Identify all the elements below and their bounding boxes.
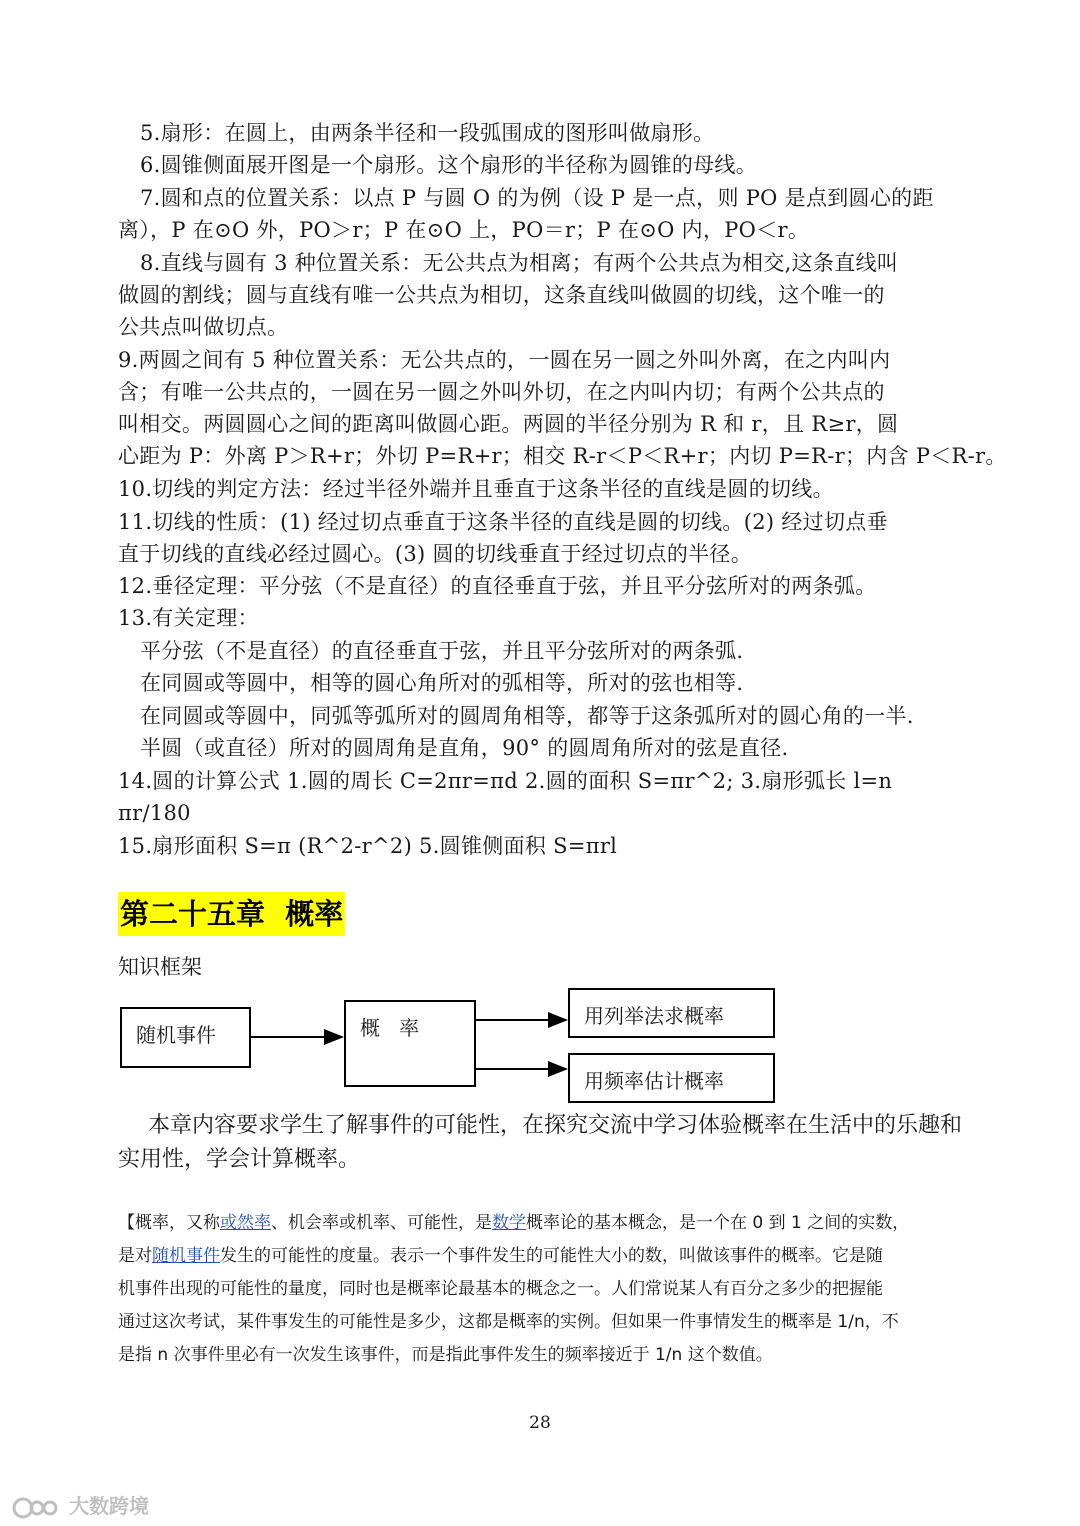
theorem-2: 在同圆或等圆中，相等的圆心角所对的弧相等，所对的弦也相等. — [140, 671, 744, 695]
node-enumeration-method — [568, 988, 775, 1038]
item-8-line-circle-line3: 公共点叫做切点。 — [118, 315, 289, 339]
item-15-sector-area: 15.扇形面积 S=π (R^2-r^2) 5.圆锥侧面积 S=πrl — [118, 834, 618, 858]
note-line5: 是指 n 次事件里必有一次发生该事件，而是指此事件发生的频率接近于 1/n 这个数值。 — [118, 1345, 773, 1365]
chapter-heading: 第二十五章 概率 — [118, 892, 345, 936]
node-random-event — [120, 1007, 251, 1068]
note-text: 【概率，又称 — [118, 1213, 220, 1233]
watermark — [10, 1490, 149, 1521]
node-probability — [344, 1000, 476, 1087]
item-9-two-circles-line2: 含；有唯一公共点的，一圆在另一圆之外叫外切，在之内叫内切；有两个公共点的 — [118, 380, 885, 404]
note-text: 发生的可能性的度量。表示一个事件发生的可能性大小的数，叫做该事件的概率。它是随 — [220, 1246, 883, 1266]
theorem-3: 在同圆或等圆中，同弧等弧所对的圆周角相等，都等于这条弧所对的圆心角的一半. — [140, 704, 914, 728]
item-10-tangent-criterion: 10.切线的判定方法：经过半径外端并且垂直于这条半径的直线是圆的切线。 — [118, 477, 834, 501]
watermark-text: 大数跨境 — [68, 1494, 149, 1518]
node-enumeration-label: 用列举法求概率 — [584, 1004, 724, 1028]
item-11-tangent-property-line1: 11.切线的性质：(1) 经过切点垂直于这条半径的直线是圆的切线。(2) 经过切点垂 — [118, 510, 888, 534]
item-8-line-circle-line2: 做圆的割线；圆与直线有唯一公共点为相切，这条直线叫做圆的切线，这个唯一的 — [118, 283, 885, 307]
node-frequency-estimate — [568, 1053, 775, 1103]
note-text: 是对 — [118, 1246, 152, 1266]
item-6-cone-lateral: 6.圆锥侧面展开图是一个扇形。这个扇形的半径称为圆锥的母线。 — [140, 153, 758, 177]
item-7-point-circle-line1: 7.圆和点的位置关系：以点 P 与圆 O 的为例（设 P 是一点，则 PO 是点到圆心的距 — [140, 186, 934, 210]
theorem-4: 半圆（或直径）所对的圆周角是直角，90° 的圆周角所对的弦是直径. — [140, 736, 789, 760]
item-7-point-circle-line2: 离），P 在⊙O 外，PO＞r；P 在⊙O 上，PO＝r；P 在⊙O 内，PO＜r。 — [118, 218, 810, 242]
chapter-intro-line2: 实用性，学会计算概率。 — [118, 1147, 361, 1172]
item-9-two-circles-line1: 9.两圆之间有 5 种位置关系：无公共点的，一圆在另一圆之外叫外离，在之内叫内 — [118, 348, 891, 372]
item-9-two-circles-line3: 叫相交。两圆圆心之间的距离叫做圆心距。两圆的半径分别为 R 和 r，且 R≥r，圆 — [118, 412, 899, 436]
watermark-logo-icon — [10, 1495, 62, 1521]
item-14-formulas-line2: πr/180 — [118, 801, 191, 825]
node-probability-label: 概 率 — [360, 1016, 420, 1040]
link-random-event[interactable]: 随机事件 — [152, 1246, 220, 1266]
link-huoranlv[interactable]: 或然率 — [220, 1213, 271, 1233]
page-number: 28 — [529, 1413, 551, 1433]
note-text: 概率论的基本概念，是一个在 0 到 1 之间的实数， — [526, 1213, 910, 1233]
item-13-related-theorems: 13.有关定理： — [118, 606, 259, 630]
item-14-formulas-line1: 14.圆的计算公式 1.圆的周长 C=2πr=πd 2.圆的面积 S=πr^2; 3.扇形弧长 l=n — [118, 769, 893, 793]
chapter-intro-line1: 本章内容要求学生了解事件的可能性，在探究交流中学习体验概率在生活中的乐趣和 — [148, 1113, 963, 1138]
note-line4: 通过这次考试，某件事发生的可能性是多少，这都是概率的实例。但如果一件事情发生的概率是 1/n，不 — [118, 1312, 899, 1332]
node-random-event-label: 随机事件 — [136, 1023, 216, 1047]
note-line3: 机事件出现的可能性的量度，同时也是概率论最基本的概念之一。人们常说某人有百分之多少的把握能 — [118, 1279, 883, 1299]
theorem-1: 平分弦（不是直径）的直径垂直于弦，并且平分弦所对的两条弧. — [140, 639, 744, 663]
item-12-perpendicular-diameter: 12.垂径定理：平分弦（不是直径）的直径垂直于弦，并且平分弦所对的两条弧。 — [118, 574, 877, 598]
item-5-sector: 5.扇形：在圆上，由两条半径和一段弧围成的图形叫做扇形。 — [140, 121, 715, 145]
note-text: 、机会率或机率、可能性，是 — [271, 1213, 492, 1233]
section-subheading: 知识框架 — [118, 955, 202, 979]
note-line2 — [118, 1240, 973, 1273]
item-8-line-circle-line1: 8.直线与圆有 3 种位置关系：无公共点为相离；有两个公共点为相交,这条直线叫 — [140, 251, 899, 275]
link-shuxue[interactable]: 数学 — [492, 1213, 526, 1233]
item-9-two-circles-line4: 心距为 P：外离 P＞R+r；外切 P=R+r；相交 R-r＜P＜R+r；内切 P=R-r；内含 P＜R-r。 — [118, 444, 1007, 468]
node-frequency-label: 用频率估计概率 — [584, 1069, 724, 1093]
note-line1 — [118, 1207, 973, 1240]
item-11-tangent-property-line2: 直于切线的直线必经过圆心。(3) 圆的切线垂直于经过切点的半径。 — [118, 542, 753, 566]
